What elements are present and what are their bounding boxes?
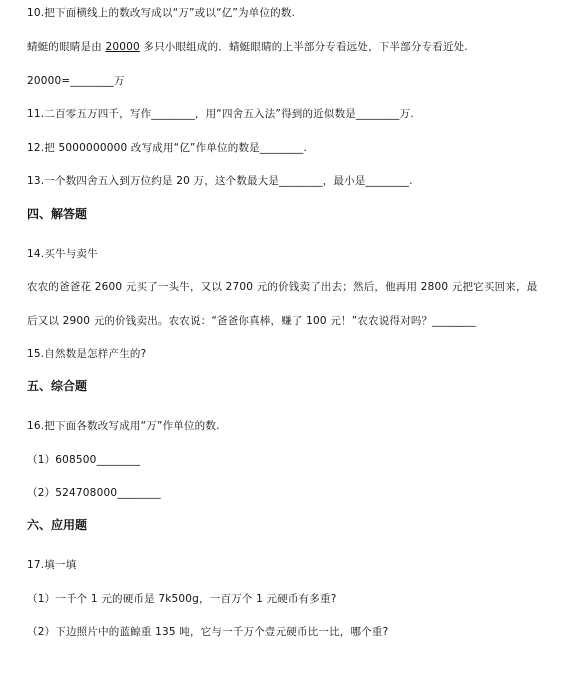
question-13: 13.一个数四舍五入到万位约是 20 万，这个数最大是________，最小是________.: [27, 175, 413, 187]
question-10-sentence-pre: 蜻蜓的眼睛是由: [27, 41, 106, 53]
question-16-item-1: （1）608500________: [27, 454, 141, 466]
question-17-item-1: （1）一千个 1 元的硬币是 7k500g，一百万个 1 元硬币有多重?: [27, 593, 337, 605]
question-11: 11.二百零五万四千，写作________，用“四舍五入法”得到的近似数是________万.: [27, 108, 414, 120]
question-15: 15.自然数是怎样产生的?: [27, 348, 147, 360]
section-heading-6: 六、应用题: [27, 518, 88, 532]
question-14-line-2: 后又以 2900 元的价钱卖出。农农说：“爸爸你真棒，赚了 100 元！”农农说得对吗？________: [27, 315, 476, 327]
question-16-item-2: （2）524708000________: [27, 487, 161, 499]
section-heading-5: 五、综合题: [27, 379, 88, 393]
question-10-sentence-post: 多只小眼组成的．蜻蜓眼睛的上半部分专看远处，下半部分专看近处.: [139, 41, 468, 53]
question-14-title: 14.买牛与卖牛: [27, 248, 98, 260]
question-17-item-2: （2）下边照片中的蓝鲸重 135 吨，它与一千万个壹元硬币比一比，哪个重?: [27, 626, 389, 638]
question-10-prompt: 10.把下面横线上的数改写成以“万”或以“亿”为单位的数.: [27, 7, 296, 19]
question-14-line-1: 农农的爸爸花 2600 元买了一头牛，又以 2700 元的价钱卖了出去；然后，他再用 2800 元把它买回来，最: [27, 281, 538, 293]
question-10-sentence: [27, 40, 468, 54]
question-17-title: 17.填一填: [27, 559, 77, 571]
section-heading-4: 四、解答题: [27, 207, 88, 221]
question-12: 12.把 5000000000 改写成用“亿”作单位的数是________.: [27, 142, 307, 154]
question-10-answer-line: 20000=________万: [27, 75, 125, 87]
question-10-underlined-number: 20000: [105, 41, 140, 53]
question-16-title: 16.把下面各数改写成用“万”作单位的数.: [27, 420, 220, 432]
